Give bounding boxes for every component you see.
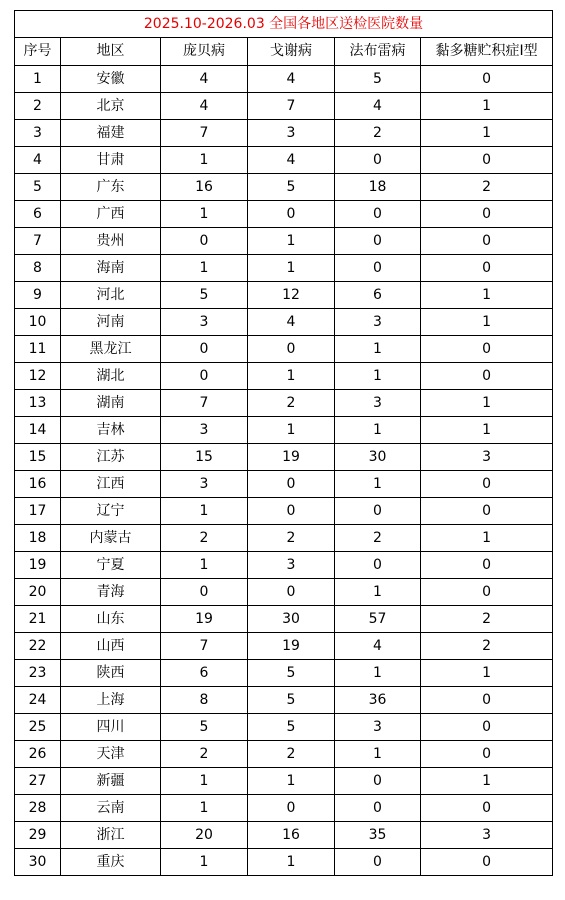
- header-mps1: 黏多糖贮积症Ⅰ型: [421, 38, 553, 66]
- cell-pompe: 1: [161, 498, 248, 525]
- cell-mps1: 0: [421, 471, 553, 498]
- cell-gaucher: 5: [248, 174, 335, 201]
- cell-index: 21: [15, 606, 61, 633]
- table-body: [15, 66, 553, 876]
- cell-region: 江苏: [61, 444, 161, 471]
- header-gaucher: 戈谢病: [248, 38, 335, 66]
- table-row: [15, 174, 553, 201]
- cell-fabry: 0: [335, 849, 421, 876]
- table-row: [15, 255, 553, 282]
- cell-pompe: 8: [161, 687, 248, 714]
- cell-gaucher: 0: [248, 201, 335, 228]
- cell-gaucher: 1: [248, 417, 335, 444]
- cell-pompe: 19: [161, 606, 248, 633]
- cell-pompe: 1: [161, 147, 248, 174]
- cell-fabry: 57: [335, 606, 421, 633]
- cell-mps1: 1: [421, 660, 553, 687]
- table-row: [15, 363, 553, 390]
- table-row: [15, 741, 553, 768]
- cell-gaucher: 5: [248, 687, 335, 714]
- cell-pompe: 1: [161, 768, 248, 795]
- cell-gaucher: 0: [248, 795, 335, 822]
- cell-gaucher: 0: [248, 336, 335, 363]
- cell-pompe: 0: [161, 579, 248, 606]
- cell-fabry: 30: [335, 444, 421, 471]
- cell-index: 13: [15, 390, 61, 417]
- cell-pompe: 5: [161, 282, 248, 309]
- cell-region: 黑龙江: [61, 336, 161, 363]
- cell-region: 吉林: [61, 417, 161, 444]
- cell-gaucher: 2: [248, 390, 335, 417]
- header-index: 序号: [15, 38, 61, 66]
- cell-pompe: 0: [161, 228, 248, 255]
- cell-mps1: 0: [421, 498, 553, 525]
- cell-fabry: 0: [335, 795, 421, 822]
- cell-gaucher: 0: [248, 498, 335, 525]
- cell-region: 山东: [61, 606, 161, 633]
- cell-mps1: 0: [421, 363, 553, 390]
- cell-pompe: 16: [161, 174, 248, 201]
- cell-gaucher: 4: [248, 309, 335, 336]
- header-region: 地区: [61, 38, 161, 66]
- cell-index: 26: [15, 741, 61, 768]
- cell-fabry: 35: [335, 822, 421, 849]
- title-row: [15, 11, 553, 38]
- cell-mps1: 0: [421, 687, 553, 714]
- cell-region: 上海: [61, 687, 161, 714]
- cell-region: 江西: [61, 471, 161, 498]
- table-row: [15, 120, 553, 147]
- cell-index: 5: [15, 174, 61, 201]
- cell-gaucher: 5: [248, 714, 335, 741]
- cell-pompe: 1: [161, 552, 248, 579]
- cell-index: 16: [15, 471, 61, 498]
- table-row: [15, 66, 553, 93]
- cell-index: 23: [15, 660, 61, 687]
- cell-pompe: 1: [161, 849, 248, 876]
- cell-mps1: 0: [421, 255, 553, 282]
- cell-index: 6: [15, 201, 61, 228]
- table-row: [15, 849, 553, 876]
- table-row: [15, 417, 553, 444]
- cell-pompe: 6: [161, 660, 248, 687]
- cell-pompe: 1: [161, 795, 248, 822]
- cell-gaucher: 7: [248, 93, 335, 120]
- cell-region: 广西: [61, 201, 161, 228]
- table-row: [15, 579, 553, 606]
- cell-gaucher: 19: [248, 633, 335, 660]
- table-title: 2025.10-2026.03 全国各地区送检医院数量: [15, 11, 553, 38]
- header-pompe: 庞贝病: [161, 38, 248, 66]
- cell-mps1: 1: [421, 768, 553, 795]
- cell-region: 宁夏: [61, 552, 161, 579]
- table-row: [15, 768, 553, 795]
- table-row: [15, 93, 553, 120]
- cell-pompe: 7: [161, 390, 248, 417]
- cell-pompe: 3: [161, 417, 248, 444]
- cell-pompe: 15: [161, 444, 248, 471]
- cell-gaucher: 3: [248, 552, 335, 579]
- table-row: [15, 498, 553, 525]
- cell-mps1: 1: [421, 525, 553, 552]
- cell-region: 重庆: [61, 849, 161, 876]
- cell-index: 20: [15, 579, 61, 606]
- cell-mps1: 1: [421, 390, 553, 417]
- cell-mps1: 0: [421, 228, 553, 255]
- header-fabry: 法布雷病: [335, 38, 421, 66]
- table-row: [15, 390, 553, 417]
- cell-fabry: 1: [335, 336, 421, 363]
- cell-mps1: 1: [421, 282, 553, 309]
- cell-fabry: 3: [335, 309, 421, 336]
- cell-region: 福建: [61, 120, 161, 147]
- cell-region: 甘肃: [61, 147, 161, 174]
- hospital-count-table: [14, 10, 553, 876]
- cell-fabry: 0: [335, 768, 421, 795]
- table-row: [15, 147, 553, 174]
- cell-fabry: 4: [335, 93, 421, 120]
- cell-index: 4: [15, 147, 61, 174]
- cell-fabry: 3: [335, 714, 421, 741]
- cell-mps1: 1: [421, 309, 553, 336]
- cell-region: 天津: [61, 741, 161, 768]
- cell-pompe: 3: [161, 309, 248, 336]
- cell-index: 14: [15, 417, 61, 444]
- cell-region: 湖南: [61, 390, 161, 417]
- table-row: [15, 633, 553, 660]
- cell-index: 17: [15, 498, 61, 525]
- cell-gaucher: 19: [248, 444, 335, 471]
- cell-gaucher: 5: [248, 660, 335, 687]
- cell-fabry: 0: [335, 498, 421, 525]
- cell-region: 山西: [61, 633, 161, 660]
- cell-gaucher: 1: [248, 363, 335, 390]
- table-row: [15, 309, 553, 336]
- cell-region: 贵州: [61, 228, 161, 255]
- cell-gaucher: 1: [248, 768, 335, 795]
- cell-gaucher: 0: [248, 471, 335, 498]
- cell-index: 22: [15, 633, 61, 660]
- cell-region: 湖北: [61, 363, 161, 390]
- cell-gaucher: 1: [248, 849, 335, 876]
- cell-mps1: 0: [421, 849, 553, 876]
- cell-mps1: 0: [421, 741, 553, 768]
- cell-gaucher: 12: [248, 282, 335, 309]
- cell-gaucher: 2: [248, 741, 335, 768]
- table-row: [15, 228, 553, 255]
- cell-index: 11: [15, 336, 61, 363]
- cell-gaucher: 4: [248, 147, 335, 174]
- cell-fabry: 0: [335, 552, 421, 579]
- cell-gaucher: 3: [248, 120, 335, 147]
- cell-fabry: 6: [335, 282, 421, 309]
- cell-index: 7: [15, 228, 61, 255]
- cell-mps1: 0: [421, 552, 553, 579]
- table-row: [15, 282, 553, 309]
- cell-index: 8: [15, 255, 61, 282]
- cell-fabry: 18: [335, 174, 421, 201]
- cell-region: 云南: [61, 795, 161, 822]
- cell-fabry: 1: [335, 579, 421, 606]
- cell-region: 海南: [61, 255, 161, 282]
- cell-gaucher: 30: [248, 606, 335, 633]
- cell-index: 19: [15, 552, 61, 579]
- cell-mps1: 1: [421, 120, 553, 147]
- cell-mps1: 0: [421, 579, 553, 606]
- cell-mps1: 1: [421, 93, 553, 120]
- cell-fabry: 1: [335, 363, 421, 390]
- cell-index: 24: [15, 687, 61, 714]
- cell-gaucher: 1: [248, 255, 335, 282]
- cell-index: 3: [15, 120, 61, 147]
- table-row: [15, 795, 553, 822]
- cell-fabry: 1: [335, 741, 421, 768]
- cell-region: 安徽: [61, 66, 161, 93]
- cell-pompe: 7: [161, 120, 248, 147]
- cell-gaucher: 4: [248, 66, 335, 93]
- cell-pompe: 0: [161, 363, 248, 390]
- cell-fabry: 1: [335, 471, 421, 498]
- cell-pompe: 1: [161, 255, 248, 282]
- cell-region: 广东: [61, 174, 161, 201]
- cell-region: 陕西: [61, 660, 161, 687]
- table-row: [15, 201, 553, 228]
- cell-fabry: 0: [335, 228, 421, 255]
- cell-pompe: 20: [161, 822, 248, 849]
- cell-index: 30: [15, 849, 61, 876]
- cell-region: 青海: [61, 579, 161, 606]
- cell-fabry: 5: [335, 66, 421, 93]
- cell-index: 29: [15, 822, 61, 849]
- cell-mps1: 0: [421, 66, 553, 93]
- cell-pompe: 1: [161, 201, 248, 228]
- cell-fabry: 2: [335, 525, 421, 552]
- cell-mps1: 1: [421, 417, 553, 444]
- table-row: [15, 552, 553, 579]
- cell-fabry: 0: [335, 147, 421, 174]
- cell-pompe: 2: [161, 741, 248, 768]
- cell-pompe: 3: [161, 471, 248, 498]
- cell-index: 12: [15, 363, 61, 390]
- cell-fabry: 0: [335, 255, 421, 282]
- cell-mps1: 0: [421, 714, 553, 741]
- cell-fabry: 1: [335, 660, 421, 687]
- cell-gaucher: 16: [248, 822, 335, 849]
- cell-region: 浙江: [61, 822, 161, 849]
- cell-mps1: 3: [421, 444, 553, 471]
- cell-index: 28: [15, 795, 61, 822]
- cell-gaucher: 0: [248, 579, 335, 606]
- cell-mps1: 3: [421, 822, 553, 849]
- cell-gaucher: 2: [248, 525, 335, 552]
- cell-mps1: 0: [421, 147, 553, 174]
- cell-mps1: 0: [421, 336, 553, 363]
- table-row: [15, 660, 553, 687]
- header-row: [15, 38, 553, 66]
- cell-fabry: 2: [335, 120, 421, 147]
- cell-fabry: 4: [335, 633, 421, 660]
- cell-mps1: 2: [421, 606, 553, 633]
- cell-region: 北京: [61, 93, 161, 120]
- cell-index: 10: [15, 309, 61, 336]
- cell-region: 河北: [61, 282, 161, 309]
- table-row: [15, 687, 553, 714]
- table-row: [15, 714, 553, 741]
- cell-index: 18: [15, 525, 61, 552]
- cell-index: 1: [15, 66, 61, 93]
- table-row: [15, 822, 553, 849]
- cell-fabry: 1: [335, 417, 421, 444]
- cell-pompe: 0: [161, 336, 248, 363]
- cell-pompe: 4: [161, 66, 248, 93]
- cell-pompe: 7: [161, 633, 248, 660]
- cell-pompe: 2: [161, 525, 248, 552]
- cell-mps1: 2: [421, 174, 553, 201]
- cell-pompe: 4: [161, 93, 248, 120]
- cell-index: 9: [15, 282, 61, 309]
- cell-mps1: 0: [421, 201, 553, 228]
- cell-fabry: 3: [335, 390, 421, 417]
- table-row: [15, 471, 553, 498]
- cell-region: 四川: [61, 714, 161, 741]
- table-row: [15, 525, 553, 552]
- cell-region: 内蒙古: [61, 525, 161, 552]
- cell-index: 27: [15, 768, 61, 795]
- cell-region: 河南: [61, 309, 161, 336]
- cell-index: 15: [15, 444, 61, 471]
- cell-mps1: 0: [421, 795, 553, 822]
- cell-region: 新疆: [61, 768, 161, 795]
- cell-region: 辽宁: [61, 498, 161, 525]
- cell-gaucher: 1: [248, 228, 335, 255]
- cell-pompe: 5: [161, 714, 248, 741]
- cell-fabry: 36: [335, 687, 421, 714]
- cell-fabry: 0: [335, 201, 421, 228]
- cell-mps1: 2: [421, 633, 553, 660]
- cell-index: 2: [15, 93, 61, 120]
- cell-index: 25: [15, 714, 61, 741]
- table-row: [15, 444, 553, 471]
- table-row: [15, 336, 553, 363]
- table-row: [15, 606, 553, 633]
